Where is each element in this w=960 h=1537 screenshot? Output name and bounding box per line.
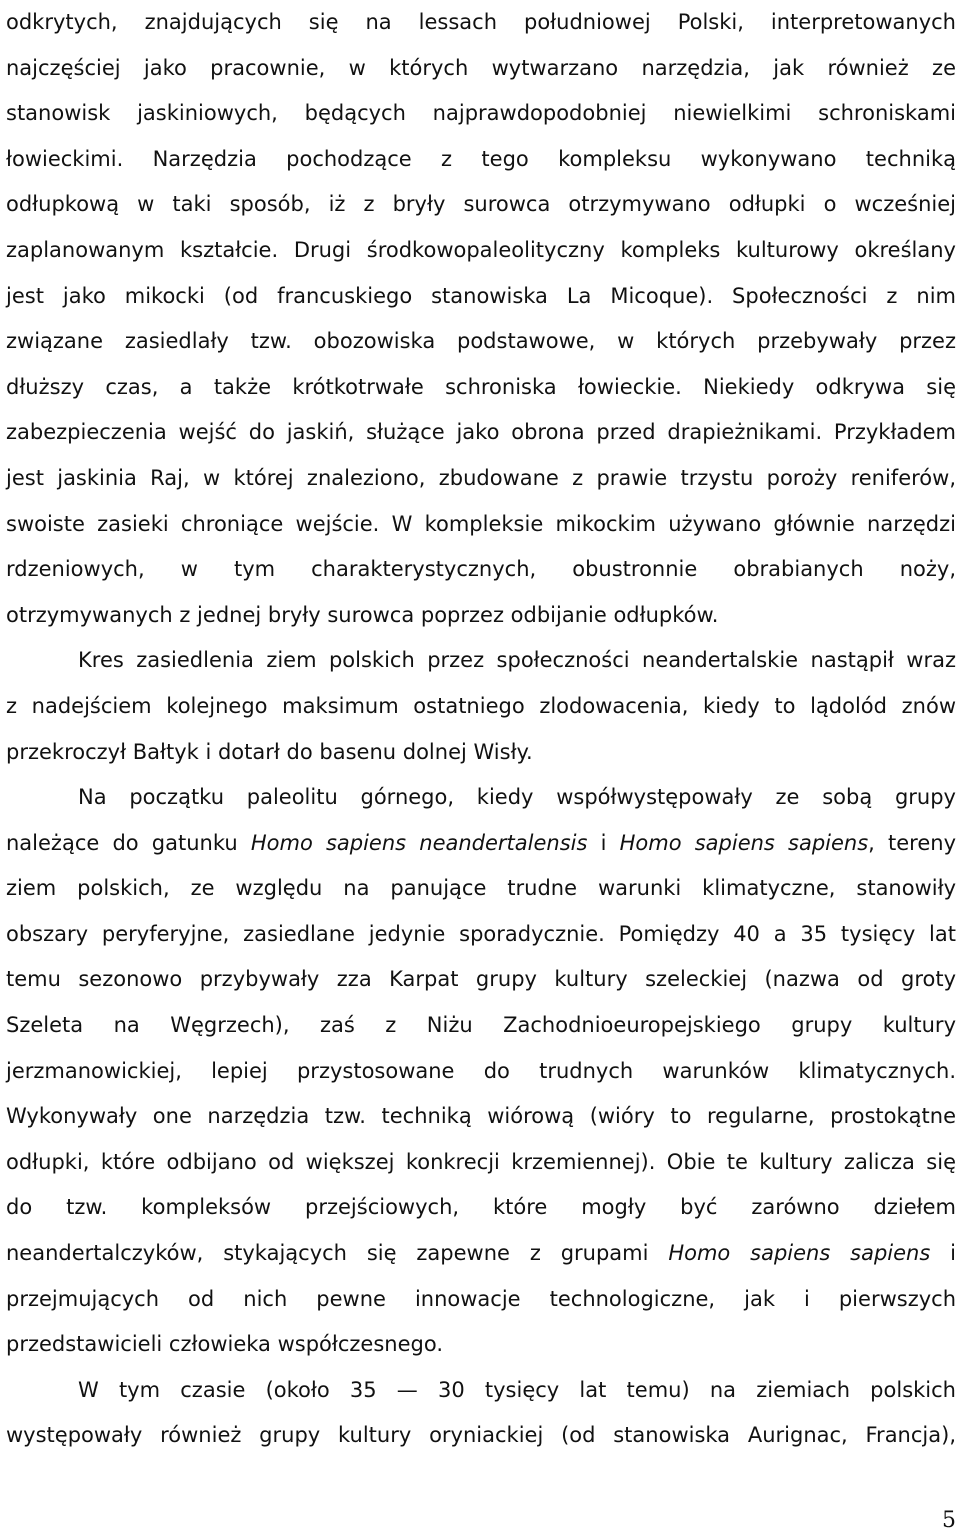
paragraph-2 bbox=[6, 638, 956, 775]
text-line: zaplanowanym kształcie. Drugi środkowopaleolityczny kompleks kulturowy określany bbox=[6, 237, 956, 262]
text-line: odłupkową w taki sposób, iż z bryły surowca otrzymywano odłupki o wcześniej bbox=[6, 192, 956, 217]
text-line: do tzw. kompleksów przejściowych, które mogły być zarówno dziełem bbox=[6, 1195, 956, 1220]
italic-species-name: Homo sapiens sapiens bbox=[668, 1241, 931, 1266]
text-line: jest jaskinia Raj, w której znaleziono, zbudowane z prawie trzystu poroży reniferów, bbox=[6, 465, 956, 490]
text-line: dłuższy czas, a także krótkotrwałe schroniska łowieckie. Niekiedy odkrywa się bbox=[6, 374, 956, 399]
text-line: jest jako mikocki (od francuskiego stanowiska La Micoque). Społeczności z nim bbox=[6, 283, 956, 308]
text-line: jerzmanowickiej, lepiej przystosowane do trudnych warunków klimatycznych. bbox=[6, 1058, 956, 1083]
text-line: związane zasiedlały tzw. obozowiska podstawowe, w których przebywały przez bbox=[6, 329, 956, 354]
text-line: najczęściej jako pracownie, w których wytwarzano narzędzia, jak również ze bbox=[6, 55, 956, 80]
text-line: swoiste zasieki chroniące wejście. W kompleksie mikockim używano głównie narzędzi bbox=[6, 511, 956, 536]
text-line: odłupki, które odbijano od większej konkrecji krzemiennej). Obie te kultury zalicza się bbox=[6, 1149, 956, 1174]
document-page bbox=[6, 0, 956, 1459]
text-line: z nadejściem kolejnego maksimum ostatniego zlodowacenia, kiedy to lądolód znów bbox=[6, 693, 956, 718]
paragraph-1 bbox=[6, 0, 956, 638]
text-line: rdzeniowych, w tym charakterystycznych, obustronnie obrabianych noży, bbox=[6, 557, 956, 582]
text-line: obszary peryferyjne, zasiedlane jedynie sporadycznie. Pomiędzy 40 a 35 tysięcy lat bbox=[6, 921, 956, 946]
text-line: przedstawicieli człowieka współczesnego. bbox=[6, 1332, 443, 1357]
text-line: stanowisk jaskiniowych, będących najprawdopodobniej niewielkimi schroniskami bbox=[6, 101, 956, 126]
text-line: zabezpieczenia wejść do jaskiń, służące jako obrona przed drapieżnikami. Przykładem bbox=[6, 420, 956, 445]
text-line: łowieckimi. Narzędzia pochodzące z tego kompleksu wykonywano techniką bbox=[6, 146, 956, 171]
text-line-mixed: neandertalczyków, stykających się zapewne z grupami Homo sapiens sapiens i bbox=[6, 1241, 956, 1266]
italic-species-name: Homo sapiens neandertalensis bbox=[250, 830, 588, 855]
text-line: występowały również grupy kultury oryniackiej (od stanowiska Aurignac, Francja), bbox=[6, 1423, 956, 1448]
text-line-mixed: należące do gatunku Homo sapiens neandertalensis i Homo sapiens sapiens, tereny bbox=[6, 830, 956, 855]
paragraph-4 bbox=[6, 1368, 956, 1459]
paragraph-3 bbox=[6, 775, 956, 1368]
text-line: otrzymywanych z jednej bryły surowca poprzez odbijanie odłupków. bbox=[6, 602, 719, 627]
italic-species-name: Homo sapiens sapiens bbox=[619, 830, 869, 855]
text-line: Kres zasiedlenia ziem polskich przez społeczności neandertalskie nastąpił wraz bbox=[78, 648, 956, 673]
text-line: Wykonywały one narzędzia tzw. techniką wiórową (wióry to regularne, prostokątne bbox=[6, 1104, 956, 1129]
text-line: Na początku paleolitu górnego, kiedy współwystępowały ze sobą grupy bbox=[78, 785, 956, 810]
text-line: przekroczył Bałtyk i dotarł do basenu dolnej Wisły. bbox=[6, 739, 533, 764]
text-line: przejmujących od nich pewne innowacje technologiczne, jak i pierwszych bbox=[6, 1286, 956, 1311]
text-line: W tym czasie (około 35 — 30 tysięcy lat temu) na ziemiach polskich bbox=[78, 1377, 956, 1402]
text-line: odkrytych, znajdujących się na lessach południowej Polski, interpretowanych bbox=[6, 10, 956, 34]
text-line: Szeleta na Węgrzech), zaś z Niżu Zachodnioeuropejskiego grupy kultury bbox=[6, 1013, 956, 1038]
text-line: ziem polskich, ze względu na panujące trudne warunki klimatyczne, stanowiły bbox=[6, 876, 956, 901]
page-number: 5 bbox=[942, 1508, 956, 1533]
text-line: temu sezonowo przybywały zza Karpat grupy kultury szeleckiej (nazwa od groty bbox=[6, 967, 956, 992]
